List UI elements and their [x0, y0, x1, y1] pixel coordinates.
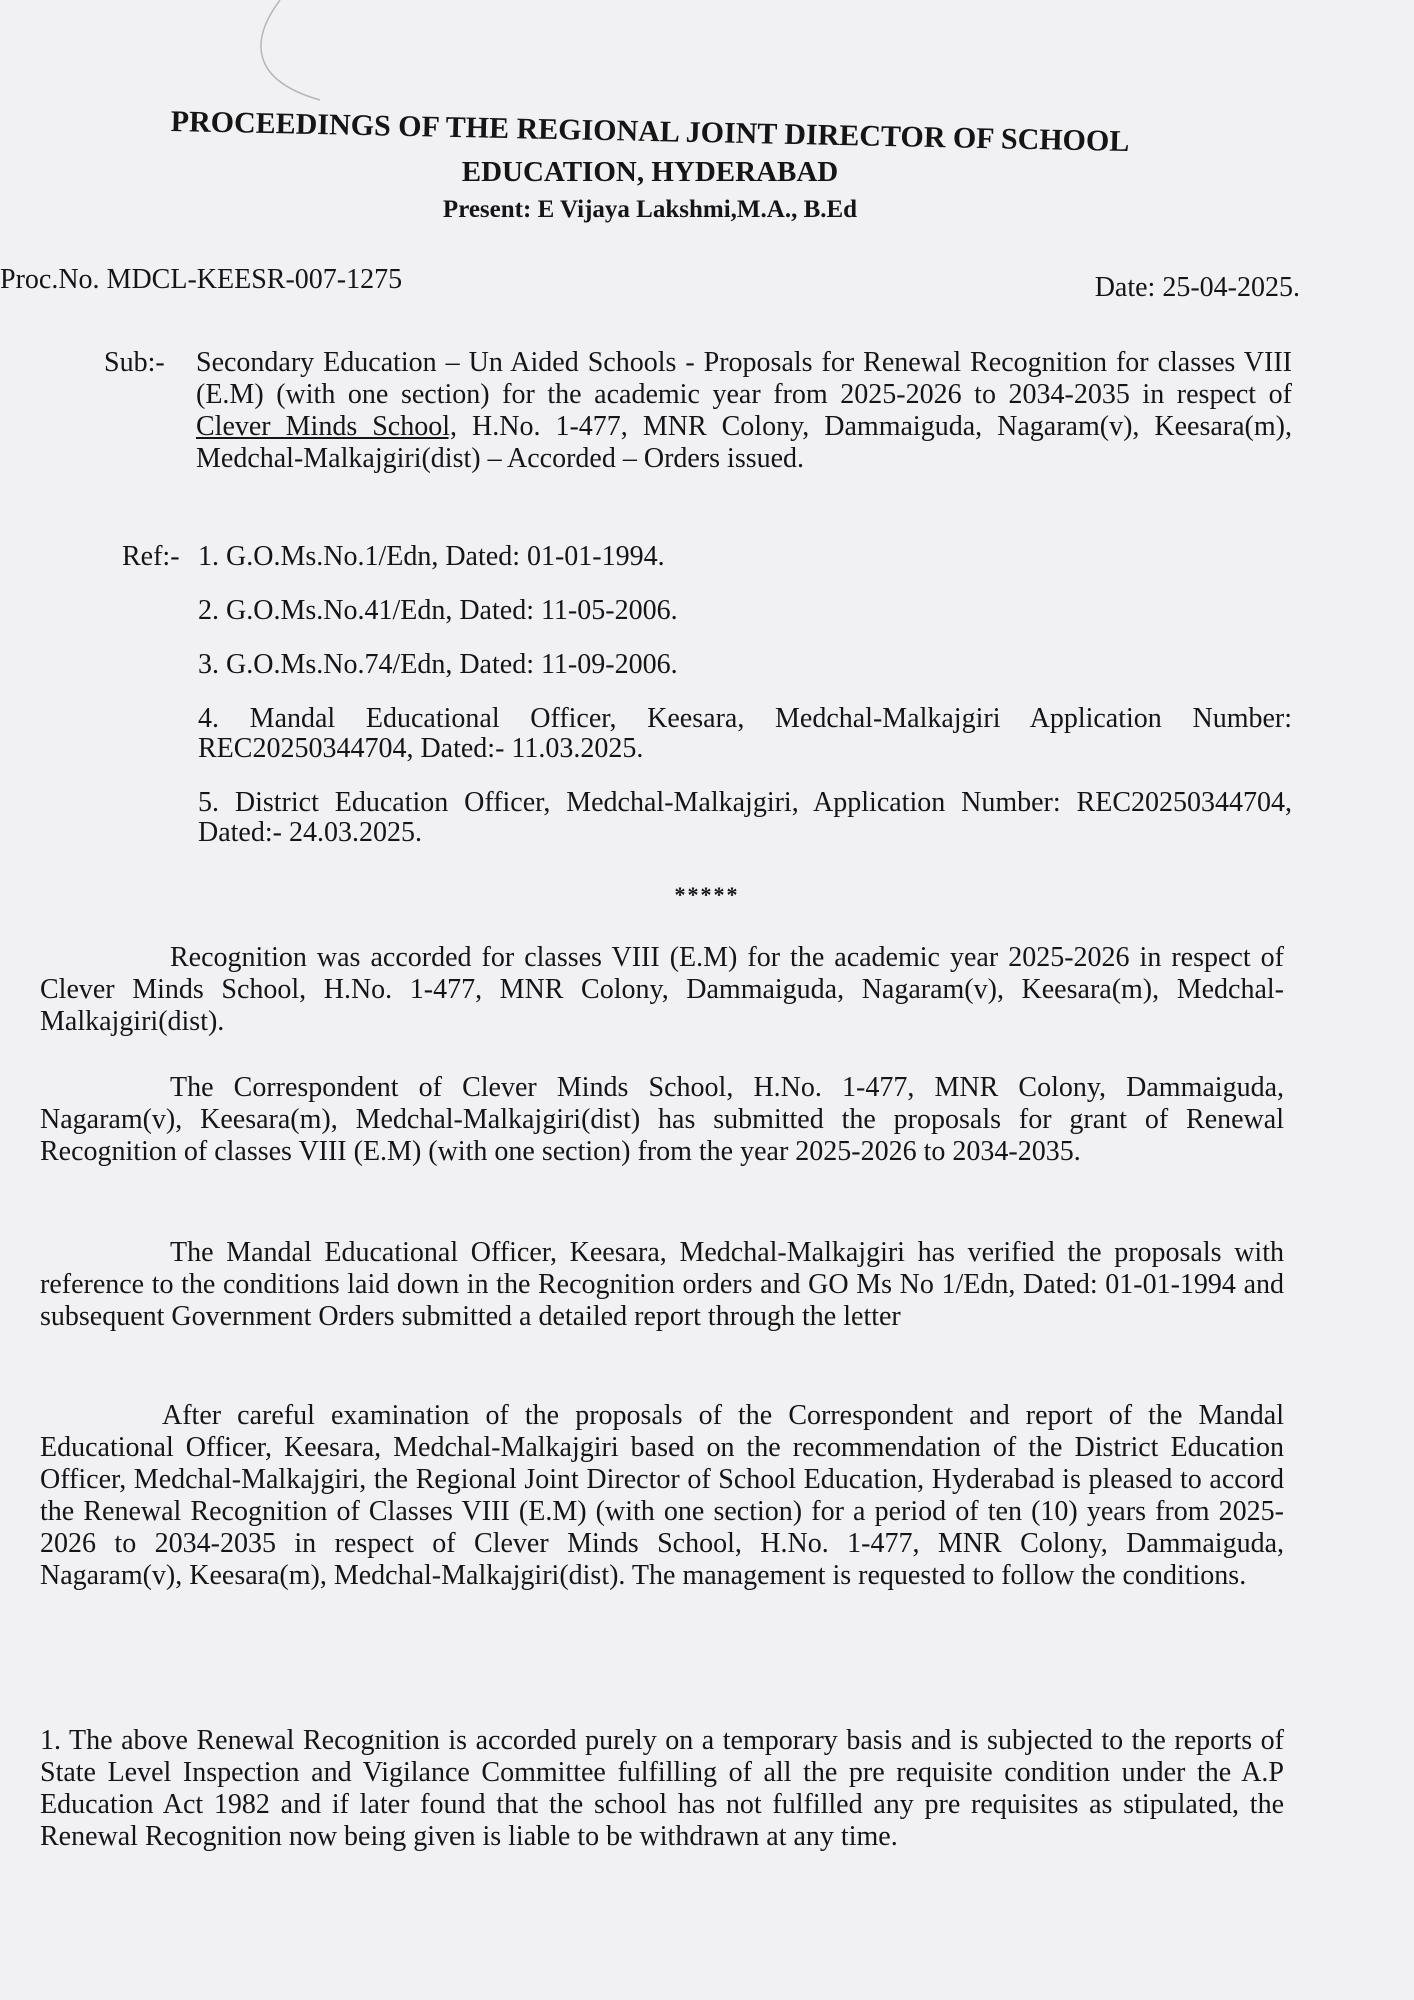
- body-paragraph: [40, 1072, 1284, 1168]
- subject-part2: H.No. 1-477, MNR Colony, Dammaiguda, Nagaram(v), Keesara(m), Medchal-Malkajgiri(dist) – Accorded – Orders issued.: [196, 411, 1292, 474]
- references-list: [198, 542, 1292, 848]
- reference-item: 3. G.O.Ms.No.74/Edn, Dated: 11-09-2006.: [198, 649, 678, 680]
- header-present: Present: E Vijaya Lakshmi,M.A., B.Ed: [442, 196, 858, 223]
- body-paragraph: [40, 942, 1284, 1038]
- subject-school-name: Clever Minds School,: [196, 411, 458, 442]
- header-title-line2: EDUCATION, HYDERABAD: [461, 156, 839, 188]
- separator: *****: [674, 882, 740, 907]
- reference-item: 5. District Education Officer, Medchal-Malkajgiri, Application Number: REC20250344704, Dated:- 24.03.2025.: [198, 787, 1292, 848]
- subject-block: [104, 347, 1292, 475]
- document-date: Date: 25-04-2025.: [1094, 272, 1300, 303]
- paragraph-text: The Mandal Educational Officer, Keesara, Medchal-Malkajgiri has verified the proposals with reference to the conditions laid down in the Recognition orders and GO Ms No 1/Edn, Dated: 01-01-1994 and subsequent Government Orders submitted a detailed report through the letter: [40, 1237, 1284, 1332]
- paragraph-text: The Correspondent of Clever Minds School, H.No. 1-477, MNR Colony, Dammaiguda, Nagaram(v), Keesara(m), Medchal-Malkajgiri(dist) has submitted the proposals for grant of Renewal Recognition of classes VIII (E.M) (with one section) from the year 2025-2026 to 2034-2035.: [40, 1072, 1284, 1167]
- document-header: [90, 104, 1210, 228]
- subject-part1: Secondary Education – Un Aided Schools - Proposals for Renewal Recognition for classes VIII (E.M) (with one section) for the academic year from 2025-2026 to 2034-2035 in respect of: [196, 347, 1292, 410]
- subject-label: Sub:-: [104, 347, 165, 378]
- reference-item: 2. G.O.Ms.No.41/Edn, Dated: 11-05-2006.: [198, 595, 678, 626]
- references-label: Ref:-: [122, 541, 180, 572]
- references-block: [122, 542, 1292, 872]
- proc-number: Proc.No. MDCL-KEESR-007-1275: [0, 264, 403, 295]
- subject-text: [196, 347, 1292, 475]
- header-title-line1: PROCEEDINGS OF THE REGIONAL JOINT DIRECTOR OF SCHOOL: [170, 104, 1130, 159]
- scan-artifact-curve: [240, 0, 360, 110]
- paragraph-text: Recognition was accorded for classes VIII (E.M) for the academic year 2025-2026 in respect of Clever Minds School, H.No. 1-477, MNR Colony, Dammaiguda, Nagaram(v), Keesara(m), Medchal-Malkajgiri(dist).: [40, 942, 1284, 1037]
- paragraph-text: After careful examination of the proposals of the Correspondent and report of the Mandal Educational Officer, Keesara, Medchal-Malkajgiri based on the recommendation of the District Education Officer, Medchal-Malkajgiri, the Regional Joint Director of School Education, Hyderabad is pleased to accord the Renewal Recognition of Classes VIII (E.M) (with one section) for a period of ten (10) years from 2025-2026 to 2034-2035 in respect of Clever Minds School, H.No. 1-477, MNR Colony, Dammaiguda, Nagaram(v), Keesara(m), Medchal-Malkajgiri(dist). The management is requested to follow the conditions.: [40, 1400, 1284, 1591]
- reference-item: 1. G.O.Ms.No.1/Edn, Dated: 01-01-1994.: [198, 541, 665, 572]
- condition-item: 1. The above Renewal Recognition is accorded purely on a temporary basis and is subjected to the reports of State Level Inspection and Vigilance Committee fulfilling of all the pre requisite condition under the A.P Education Act 1982 and if later found that the school has not fulfilled any pre requisites as stipulated, the Renewal Recognition now being given is liable to be withdrawn at any time.: [40, 1725, 1284, 1852]
- reference-item: 4. Mandal Educational Officer, Keesara, Medchal-Malkajgiri Application Number: REC20250344704, Dated:- 11.03.2025.: [198, 703, 1292, 764]
- body-paragraph: [40, 1400, 1284, 1592]
- body-paragraph: [40, 1237, 1284, 1333]
